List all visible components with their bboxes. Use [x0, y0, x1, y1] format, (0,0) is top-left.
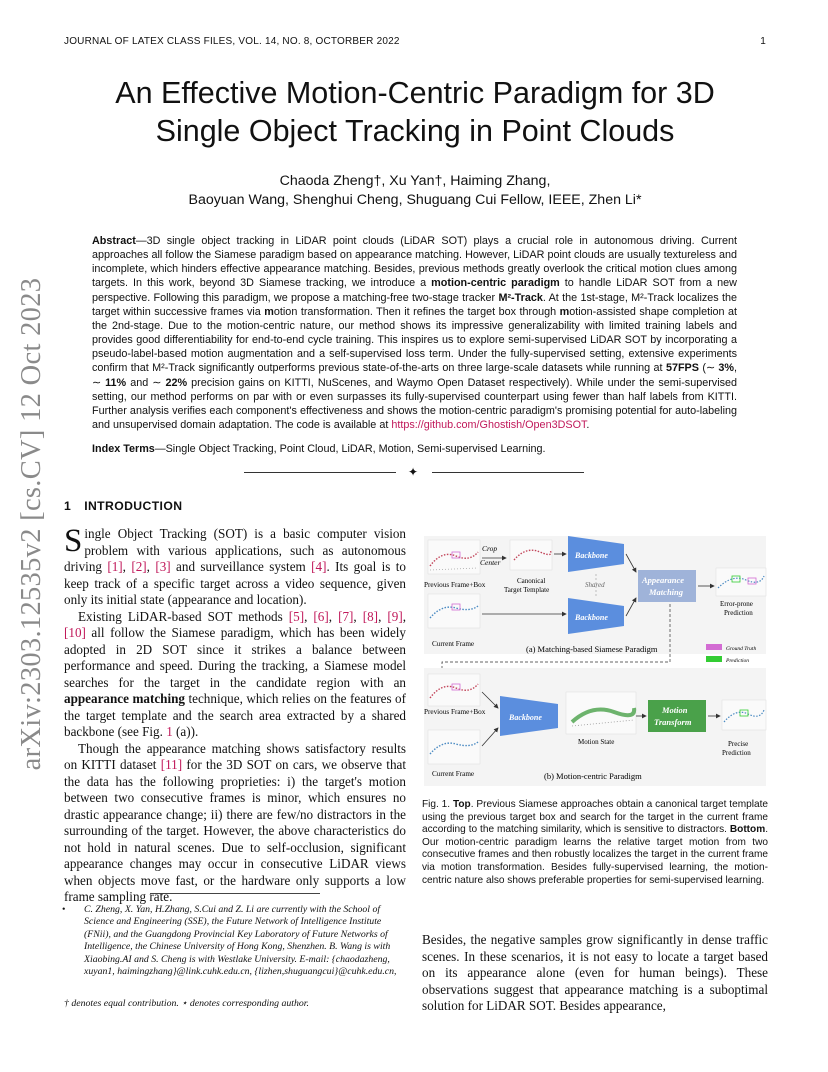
legend-gt-swatch [706, 644, 722, 650]
citation-link[interactable]: [9] [387, 608, 403, 624]
footnote-bullet: • [62, 904, 66, 915]
abstract-emphasis: M²-Track [498, 291, 543, 304]
citation-link[interactable]: [4] [311, 559, 327, 574]
panel-a-caption: (a) Matching-based Siamese Paradigm [526, 644, 658, 654]
index-terms-label: Index Terms [92, 443, 155, 455]
abstract-emphasis: motion-centric paradigm [431, 277, 560, 290]
authors-line-1: Chaoda Zheng†, Xu Yan†, Haiming Zhang, [279, 173, 551, 189]
section-heading [64, 499, 182, 513]
citation-link[interactable]: [2] [131, 559, 147, 574]
legend-pred-swatch [706, 656, 722, 662]
crop-label: Crop [482, 544, 498, 553]
abstract-text: . At the 1st-stage, M²-Track localizes the target within successive frames via [92, 291, 737, 318]
precise-label-1: Precise [728, 740, 749, 748]
previous-frame-box-label-a: Previous Frame+Box [424, 581, 486, 589]
section-title: INTRODUCTION [84, 499, 183, 513]
caption-text: . Previous Siamese approaches obtain a canonical target template using the previous target box and search for the target in the current frame according to the matching similarity, which is sensitive to distractors. [422, 799, 768, 836]
abstract-emphasis: m [559, 305, 570, 318]
abstract [92, 234, 737, 432]
title-line-1: An Effective Motion-Centric Paradigm for 3D [115, 76, 715, 110]
index-terms [92, 443, 737, 455]
intro-text: all follow the Siamese paradigm, which has been widely adopted in 2D SOT since it strikes a balance between performance and speed. During the tracking, a Siamese model searches for the target in the candidate region with an [64, 625, 406, 690]
precise-label-2: Prediction [722, 749, 751, 757]
panel-b-caption: (b) Motion-centric Paradigm [544, 771, 642, 781]
previous-frame-scan-a [428, 540, 480, 574]
current-frame-scan-b [428, 730, 480, 764]
right-column-text: Besides, the negative samples grow significantly in dense traffic scenes. In these scenarios, it is not easy to locate a target based on its appearance alone (even for human beings). These observations suggest that appearance matching is a suboptimal solution for LiDAR SOT. Besides appearance, [422, 932, 768, 1013]
previous-frame-box-label-b: Previous Frame+Box [424, 708, 486, 716]
citation-link[interactable]: [1] [107, 559, 123, 574]
author-list [64, 172, 766, 210]
citation-link[interactable]: [7] [338, 608, 354, 624]
separator-rule-right [432, 472, 584, 473]
title-line-2: Single Object Tracking in Point Clouds [155, 114, 675, 148]
footnote-text: C. Zheng, X. Yan, H.Zhang, S.Cui and Z. Li are currently with the School of Science and Engineering (SSE), the Future Network of Intelligence Institute (FNii), and the Guangdong Provincial Key Laboratory of Future Networks of Intelligence, the Chinese University of Hong Kong, Shenzhen. B. Wang is with Xiaobing.AI and S. Cheng is with Westlake University. E-mail: {chaodazheng, xuyan1, haimingzhang}@link.cuhk.edu.cn, {lizhen,shuguangcui}@cuhk.edu.cn, [84, 904, 397, 978]
arxiv-stamp [12, 277, 52, 771]
citation-link[interactable]: [11] [160, 757, 183, 772]
current-frame-label-b: Current Frame [432, 770, 475, 778]
citation-link[interactable]: [6] [313, 608, 329, 624]
citation-link[interactable]: [5] [288, 608, 305, 624]
running-head [64, 36, 766, 47]
intro-paragraph-1: Single Object Tracking (SOT) is a basic computer vision problem with various applications, such as autonomous driving [1], [2], [3] and surveillance system [4]. Its goal is to keep track of a specific target across a video sequence, given only its initial state (appearance and location). [64, 523, 407, 607]
section-separator [244, 466, 584, 480]
canonical-label-1: Canonical [517, 577, 546, 585]
abstract-text: , ∼ [92, 362, 737, 389]
error-prone-label-2: Prediction [724, 609, 753, 617]
abstract-text: and ∼ [126, 376, 166, 389]
separator-rule-left [244, 472, 396, 473]
drop-cap: S [64, 523, 83, 559]
center-label: Center [480, 558, 501, 567]
backbone-label-b: Backbone [509, 713, 542, 722]
citation-link[interactable]: [3] [155, 559, 171, 574]
abstract-emphasis: 57FPS [665, 362, 699, 375]
error-prone-label-1: Error-prone [720, 600, 753, 608]
intro-text: Existing LiDAR-based SOT methods [78, 608, 289, 624]
citation-link[interactable]: [10] [64, 625, 86, 640]
caption-text: . Our motion-centric paradigm learns the relative target motion from two consecutive frames and then robustly localizes the target in the current frame via motion transformation. Besides fully-supervised learning, the motion-centric nature also shows preferable properties for semi-supervised learning. [422, 824, 768, 886]
abstract-text: . [586, 419, 590, 432]
intro-text: ingle Object Tracking (SOT) is a basic computer vision problem with various applications, such as autonomous driving [64, 526, 406, 574]
canonical-label-2: Target Template [504, 586, 550, 594]
intro-text: . Its goal is to keep track of a specific target across a video sequence, given only its initial state (appearance and location). [64, 559, 407, 607]
arxiv-id: arXiv:2303.12535v2 [cs.CV] 12 Oct 2023 [16, 277, 47, 771]
caption-top: Top [452, 799, 471, 810]
backbone-label-bottom: Backbone [575, 613, 608, 622]
motion-label-2: Transform [654, 717, 692, 727]
caption-bottom: Bottom [729, 824, 766, 836]
footnote-rule [150, 893, 320, 894]
contribution-note: † denotes equal contribution. ⋆ denotes corresponding author. [64, 998, 309, 1009]
intro-emphasis: appearance matching [64, 691, 186, 706]
previous-frame-scan-b [428, 674, 480, 706]
authors-line-2: Baoyuan Wang, Shenghui Cheng, Shuguang Cui Fellow, IEEE, Zhen Li* [188, 192, 642, 208]
intro-paragraph-2: Existing LiDAR-based SOT methods [5], [6], [7], [8], [9], [10] all follow the Siamese paradigm, which has been widely adopted in 2D SOT since it strikes a balance between performance and speed. During the tracking, a Siamese model searches for the target in the candidate region with an appearance matching technique, which relies on the features of the target template and the search area extracted by a shared backbone (see Fig. 1 (a)). [64, 608, 407, 739]
appearance-label-1: Appearance [642, 575, 685, 585]
abstract-emphasis: 11% [105, 376, 127, 389]
page-number: 1 [760, 36, 766, 47]
figure-1 [422, 532, 768, 788]
abstract-text: —3D single object tracking in LiDAR point clouds (LiDAR SOT) plays a crucial role in autonomous driving. Current approaches all follow the Siamese paradigm based on appearance matching. However, LiDAR point clouds are usually textureless and incomplete, which hinders effective appearance matching. Besides, previous methods greatly overlook the critical motion clues among targets. In this work, beyond 3D Siamese tracking, we introduce a [92, 235, 737, 290]
motion-state-label: Motion State [578, 738, 615, 746]
affiliation-footnote [64, 904, 406, 978]
legend-gt-label: Ground Truth [726, 646, 757, 652]
current-frame-label-a: Current Frame [432, 640, 475, 648]
abstract-text: (∼ [698, 362, 719, 375]
motion-state-visual [566, 692, 636, 734]
abstract-text: otion transformation. Then it refines the target box through [273, 305, 560, 318]
abstract-label: Abstract [92, 235, 136, 247]
precise-prediction-scan [722, 700, 766, 730]
legend-pred-label: Prediction [726, 658, 750, 664]
abstract-text: precision gains on KITTI, NuScenes, and Waymo Open Dataset respectively). While under the semi-supervised setting, our method performs on par with or even surpasses its fully-supervised counterpart using fewer than half labels from KITTI. Further analysis verifies each component's effectiveness and shows the motion-centric paradigm's promising potential for auto-labeling and unsupervised domain adaptation. The code is available at [92, 376, 738, 432]
intro-text: for the 3D SOT on cars, we observe that the data has the following proprieties: i) the target's motion between two consecutive frames is minor, which ensures no drastic appearance change; ii) there are few/no distractors in the surrounding of the target. However, the above characteristics do not hold in natural scenes. Due to self-occlusion, significant appearance changes may occur in consecutive LiDAR views when objects move fast, or the hardware only supports a low frame sampling rate. [64, 757, 406, 904]
backbone-label-top: Backbone [575, 551, 608, 560]
caption-label: Fig. 1. [422, 799, 453, 810]
current-frame-scan-a [428, 594, 480, 628]
section-number: 1 [64, 499, 72, 513]
intro-paragraph-3 [64, 741, 406, 906]
intro-text: Though the appearance matching shows satisfactory results on KITTI dataset [64, 740, 406, 772]
abstract-emphasis: 3% [718, 362, 734, 375]
figure-link[interactable]: 1 [166, 724, 173, 739]
intro-text: and surveillance system [170, 559, 312, 574]
abstract-emphasis: 22% [165, 376, 188, 389]
canonical-template [510, 540, 552, 570]
intro-text: (a)). [172, 724, 199, 739]
abstract-text: otion-assisted shape completion at the 2nd-stage. Due to the motion-centric nature, our method shows its impressive generalizability with limited training labels and provides good differentiability for end-to-end cycle training. This inspires us to explore semi-supervised LiDAR SOT by incorporating a pseudo-label-based motion augmentation and a self-supervised loss term. Under the fully-supervised setting, extensive experiments confirm that M²-Track significantly outperforms previous state-of-the-arts on three large-scale datasets while running at [92, 305, 737, 375]
journal-name: JOURNAL OF LATEX CLASS FILES, VOL. 14, NO. 8, OCTORBER 2022 [64, 36, 400, 47]
abstract-text: to handle LiDAR SOT from a new perspective. Following this paradigm, we propose a matching-free two-stage tracker [92, 277, 737, 304]
citation-link[interactable]: [8] [362, 608, 379, 624]
error-prone-scan [716, 568, 766, 596]
figure-caption [422, 799, 768, 887]
separator-diamond-icon: ✦ [408, 465, 419, 479]
intro-text: technique, which relies on the features of the target template and the search area extracted by a shared backbone (see Fig. [64, 691, 406, 739]
motion-label-1: Motion [662, 705, 688, 715]
shared-label: Shared [585, 581, 605, 589]
code-link[interactable]: https://github.com/Ghostish/Open3DSOT [391, 419, 587, 432]
abstract-emphasis: m [264, 305, 274, 318]
index-terms-text: —Single Object Tracking, Point Cloud, LiDAR, Motion, Semi-supervised Learning. [154, 443, 546, 455]
paper-title [64, 74, 766, 150]
intro-column [64, 523, 407, 906]
appearance-label-2: Matching [649, 587, 684, 597]
